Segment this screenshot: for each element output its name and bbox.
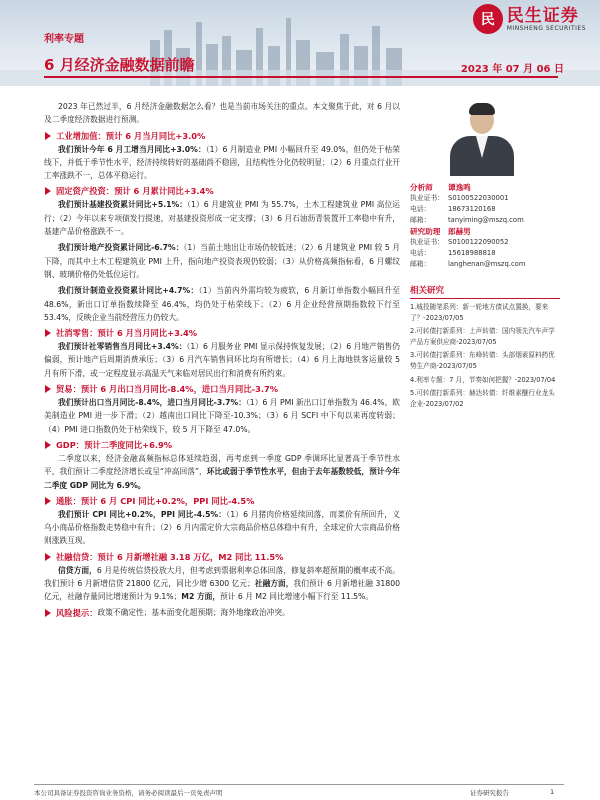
arrow-icon	[45, 329, 51, 337]
page-number: 1	[550, 788, 555, 796]
brand-logo	[473, 4, 586, 34]
analyst-block: 分析师 谭逸鸣 执业证书： S0100522030001 电话： 18673120168 邮箱： tanyiming@mszq.com 研究助理 郎赫男 执业证书： S0100122090052 电话： 15618988818 邮箱： langhenan@mszq.com	[410, 183, 526, 268]
main-content	[44, 100, 400, 620]
section-heading-trade: 贸易：预计 6 月出口当月同比-8.4%，进口当月同比-3.7%	[44, 382, 400, 396]
paragraph: 我们预计 CPI 同比+0.2%，PPI 同比-4.5%：（1）6 月猪肉价格延续回落，而菜价有所回升，义乌小商品价格指数走势稳中有升；（2）6 月内需定价大宗商品价格总体稳中有升，全球定价大宗商品价格则涨跌互现。	[44, 509, 400, 546]
paragraph: 信贷方面，6 月是传统信贷投放大月，但考虑到票据利率总体回落，修复斜率超预期的概率或不高。我们预计 6 月新增信贷 21800 亿元，同比少增 6300 亿元；社融方面，我们预计 6 月新增社融 31800 亿元，社融存量同比增速预计为 9.1%；M2 方面，预计 6 月 M2 同比增速小幅下行至 11.5%。	[44, 565, 400, 602]
report-date: 2023 年 07 月 06 日	[460, 64, 564, 75]
paragraph: 我们预计制造业投资累计同比+4.7%：（1）当前内外需均较为疲软，6 月新订单指数小幅回升至 48.6%，新出口订单指数续降至 46.4%，均仍处于枯荣线下；（2）6 月企业经营预期指数较下行至 53.4%，反映企业当前经营压力仍较大。	[44, 286, 400, 322]
arrow-icon	[45, 497, 51, 505]
arrow-icon	[45, 132, 51, 140]
related-research-list	[410, 302, 560, 409]
arrow-icon	[45, 441, 51, 449]
arrow-icon	[45, 187, 51, 195]
paragraph: 我们预计出口当月同比-8.4%，进口当月同比-3.7%：（1）6 月 PMI 新出口订单指数为 46.4%，欧美制造业 PMI 进一步下滑；（2）越南出口同比下降至-10.3%；（3）6 月 SCFI 中下旬以来再度转弱；（4）PMI 进口指数仍处于枯荣线下，较 5 月下降至 47.0%。	[44, 398, 400, 434]
paragraph: 我们预计基建投资累计同比+5.1%：（1）6 月建筑业 PMI 为 55.7%，土木工程建筑业 PMI 高位运行；（2）今年以来专项债发行提速，对基建投资形成一定支撑；（3）6 月石油沥青装置开工率稳中有升，基建产品价格涨跌不一。	[44, 200, 400, 237]
logo-english-text: MINSHENG SECURITIES	[506, 24, 586, 32]
section-heading-inflation: 通胀：预计 6 月 CPI 同比+0.2%，PPI 同比-4.5%	[44, 494, 400, 508]
related-item[interactable]: 3.可转债打新系列：东峰转债：头部烟素原料药优势生产商-2023/07/05	[410, 351, 555, 370]
logo-chinese-text: 民生证券	[506, 5, 579, 26]
arrow-icon	[45, 609, 51, 617]
intro-paragraph: 2023 年已然过半，6 月经济金融数据怎么看？也是当前市场关注的重点。本文聚焦于此，对 6 月以及二季度经济数据进行预测。	[44, 102, 400, 125]
paragraph: 我们预计今年 6 月工增当月同比+3.0%：（1）6 月制造业 PMI 小幅回升至 49.0%，但仍处于枯荣线下，并低于季节性水平，经济持续转好的基础尚不稳固，且结构性分化仍较明显；（2）6 月重点行业开工率涨跌不一，总体平稳运行。	[44, 144, 400, 181]
logo-mark-icon: 民	[473, 4, 503, 34]
assistant-name: 郎赫男	[448, 227, 471, 236]
footer-divider	[34, 784, 564, 785]
paragraph: 我们预计社零销售当月同比+3.4%：（1）6 月服务业 PMI 显示保持恢复发展；（2）6 月地产销售仍偏弱，预计地产后周期消费承压；（3）6 月汽车销售同环比均有所增长；（4）6 月上海地铁客运量较 5 月有所下滑，或一定程度显示高温天气来临对居民出行和消费有所约束。	[44, 342, 400, 378]
arrow-icon	[45, 553, 51, 561]
section-heading-credit: 社融信贷：预计 6 月新增社融 3.18 万亿，M2 同比 11.5%	[44, 550, 400, 564]
title-divider	[44, 76, 558, 78]
section-heading-retail: 社消零售：预计 6 月当月同比+3.4%	[44, 326, 400, 340]
arrow-icon	[45, 385, 51, 393]
section-heading-gdp: GDP：预计二季度同比+6.9%	[44, 438, 400, 452]
paragraph: 二季度以来，经济金融高频指标总体延续趋弱，再考虑到一季度 GDP 季调环比显著高于季节性水平，我们预计二季度经济增长或呈“冲高回落”，环比或弱于季节性水平，但由于去年基数较低，预计今年二季度 GDP 同比为 6.9%。	[44, 453, 400, 490]
report-title: 6 月经济金融数据前瞻	[44, 56, 195, 74]
report-category: 利率专题	[44, 34, 84, 45]
paragraph: 我们预计地产投资累计同比-6.7%：（1）当前土地出让市场仍较低迷；（2）6 月建筑业 PMI 较 5 月下降，而其中土木工程建筑业 PMI 上升，指向地产投资表现仍较弱；（3）从价格高频指标看，6 月螺纹钢、玻璃价格仍处低位运行。	[44, 243, 400, 279]
related-item[interactable]: 4.利率专题：7 月，节奏如何把握？-2023/07/04	[410, 375, 556, 384]
related-item[interactable]: 2.可转债打新系列：上声转债：国内领先汽车声学产品方案供应商-2023/07/05	[410, 327, 555, 346]
assistant-email[interactable]: langhenan@mszq.com	[448, 260, 526, 268]
header-banner	[0, 0, 600, 86]
analyst-email[interactable]: tanyiming@mszq.com	[448, 216, 524, 224]
section-heading-industry: 工业增加值：预计 6 月当月同比+3.0%	[44, 129, 400, 143]
report-type: 证券研究报告	[470, 789, 509, 797]
analyst-name: 谭逸鸣	[448, 183, 471, 192]
related-item[interactable]: 5.可转债打新系列：赫达转债：纤维素醚行业龙头企业-2023/07/02	[410, 389, 555, 408]
section-heading-risk: 风险提示： 政策不确定性；基本面变化超预期；海外地缘政治冲突。	[44, 606, 400, 620]
section-heading-fai: 固定资产投资：预计 6 月累计同比+3.4%	[44, 184, 400, 198]
related-item[interactable]: 1.城投随笔系列：新一轮地方债试点置换，要来了？-2023/07/05	[410, 303, 549, 322]
related-research-title: 相关研究	[410, 284, 560, 299]
disclaimer-text: 本公司具备证券投资咨询业务资格，请务必阅读最后一页免责声明	[34, 789, 223, 797]
sidebar	[410, 100, 560, 409]
analyst-photo	[438, 100, 528, 176]
